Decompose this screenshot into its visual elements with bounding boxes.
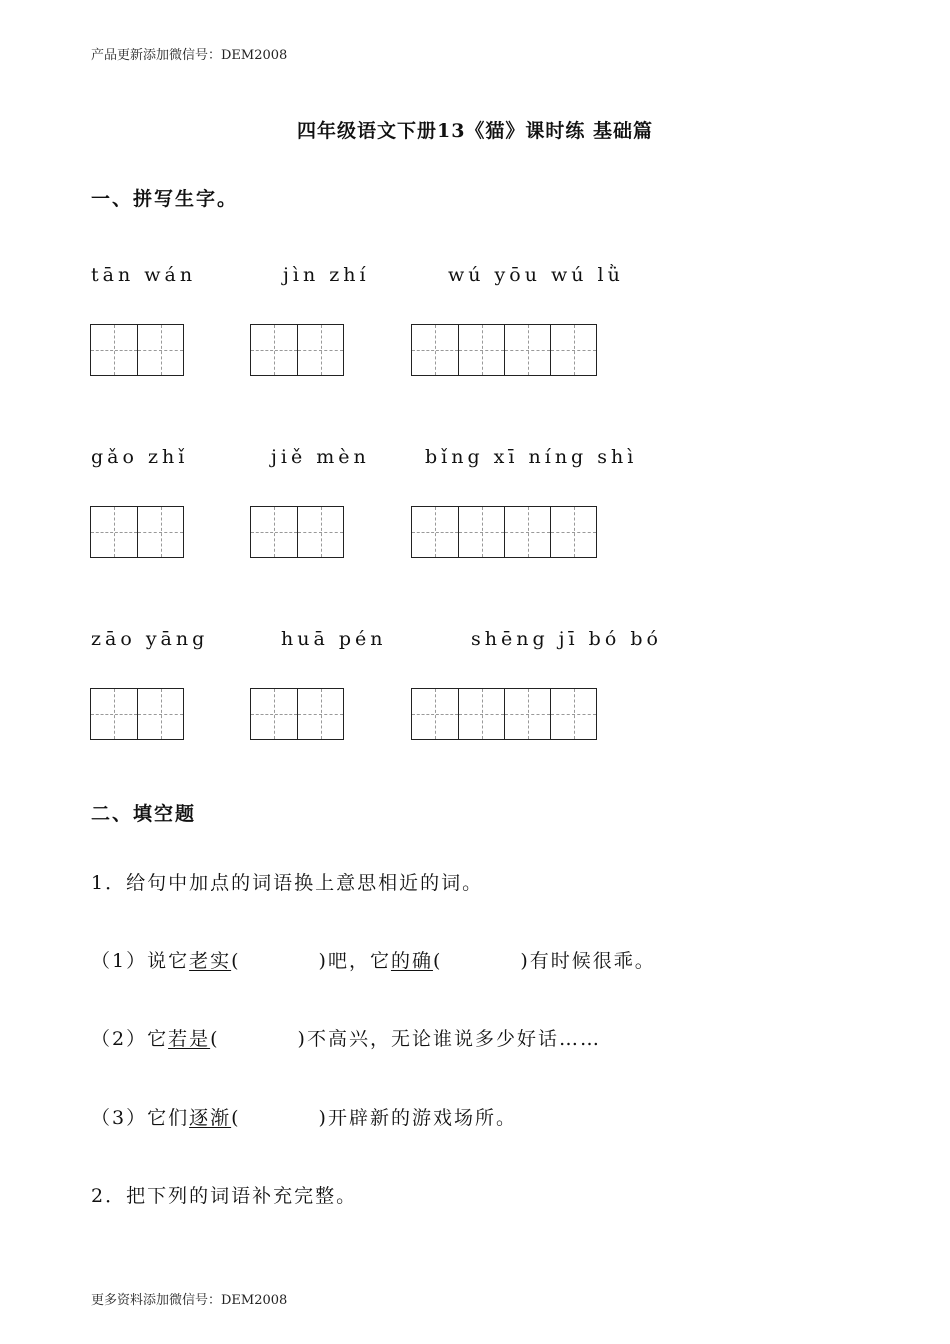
writing-grid-zao-yang[interactable] (90, 688, 184, 740)
fill-item-1-lead: （1）说它 (91, 950, 190, 972)
underlined-word-ruoshi: 若是 (168, 1028, 211, 1050)
fill-item-2-tail: )不高兴，无论谁说多少好话…… (297, 1028, 601, 1050)
pinyin-hua-pen: huā pén (281, 628, 387, 650)
writing-cell[interactable] (412, 507, 458, 557)
underlined-word-laoshi: 老实 (189, 950, 232, 972)
writing-cell[interactable] (137, 689, 183, 739)
writing-cell[interactable] (137, 325, 183, 375)
bracket-open: ( (432, 950, 443, 972)
writing-cell[interactable] (412, 325, 458, 375)
writing-cell[interactable] (251, 689, 297, 739)
pinyin-sheng-ji-bo-bo: shēng jī bó bó (471, 628, 662, 650)
writing-grid-jie-men[interactable] (250, 506, 344, 558)
question-1-prompt: 1．给句中加点的词语换上意思相近的词。 (91, 872, 484, 894)
bracket-open: ( (231, 1107, 241, 1129)
writing-grid-bing-xi-ning-shi[interactable] (411, 506, 597, 558)
footer-note: 更多资料添加微信号：DEM2008 (91, 1293, 288, 1308)
writing-cell[interactable] (504, 325, 550, 375)
writing-cell[interactable] (251, 507, 297, 557)
writing-cell[interactable] (550, 507, 596, 557)
writing-cell[interactable] (251, 325, 297, 375)
writing-cell[interactable] (458, 689, 504, 739)
bracket-open: ( (231, 950, 241, 972)
underlined-word-zhujian: 逐渐 (189, 1107, 232, 1129)
pinyin-jin-zhi: jìn zhí (283, 264, 370, 286)
writing-cell[interactable] (137, 507, 183, 557)
writing-grid-hua-pen[interactable] (250, 688, 344, 740)
writing-grid-wu-you-wu-lv[interactable] (411, 324, 597, 376)
writing-cell[interactable] (91, 507, 137, 557)
page-title: 四年级语文下册13《猫》课时练 基础篇 (296, 120, 654, 142)
header-note: 产品更新添加微信号：DEM2008 (91, 48, 288, 63)
writing-cell[interactable] (297, 325, 343, 375)
writing-cell[interactable] (412, 689, 458, 739)
writing-cell[interactable] (458, 325, 504, 375)
writing-cell[interactable] (550, 689, 596, 739)
question-2-prompt: 2．把下列的词语补充完整。 (91, 1185, 358, 1207)
pinyin-wu-you-wu-lv: wú yōu wú lǜ (448, 264, 624, 286)
pinyin-jie-men: jiě mèn (271, 446, 370, 468)
writing-grid-tan-wan[interactable] (90, 324, 184, 376)
writing-grid-gao-zhi[interactable] (90, 506, 184, 558)
section-2-heading: 二、填空题 (91, 803, 197, 825)
writing-cell[interactable] (91, 689, 137, 739)
fill-item-3-lead: （3）它们 (91, 1107, 190, 1129)
fill-item-1 (91, 946, 656, 973)
writing-cell[interactable] (504, 689, 550, 739)
pinyin-gao-zhi: gǎo zhǐ (91, 446, 189, 468)
pinyin-zao-yang: zāo yāng (91, 628, 209, 650)
fill-item-1-tail: )有时候很乖。 (520, 950, 656, 972)
fill-item-2-lead: （2）它 (91, 1028, 169, 1050)
writing-cell[interactable] (91, 325, 137, 375)
pinyin-bing-xi-ning-shi: bǐng xī níng shì (425, 446, 638, 468)
writing-cell[interactable] (504, 507, 550, 557)
writing-cell[interactable] (297, 689, 343, 739)
fill-item-3 (91, 1103, 517, 1130)
fill-item-1-mid: )吧，它 (318, 950, 391, 972)
writing-cell[interactable] (297, 507, 343, 557)
fill-item-3-tail: )开辟新的游戏场所。 (318, 1107, 517, 1129)
writing-cell[interactable] (458, 507, 504, 557)
section-1-heading: 一、拼写生字。 (91, 188, 239, 210)
bracket-open: ( (210, 1028, 220, 1050)
writing-grid-jin-zhi[interactable] (250, 324, 344, 376)
underlined-word-dique: 的确 (390, 950, 433, 972)
pinyin-tan-wan: tān wán (91, 264, 197, 286)
writing-cell[interactable] (550, 325, 596, 375)
writing-grid-sheng-ji-bo-bo[interactable] (411, 688, 597, 740)
fill-item-2 (91, 1024, 601, 1051)
